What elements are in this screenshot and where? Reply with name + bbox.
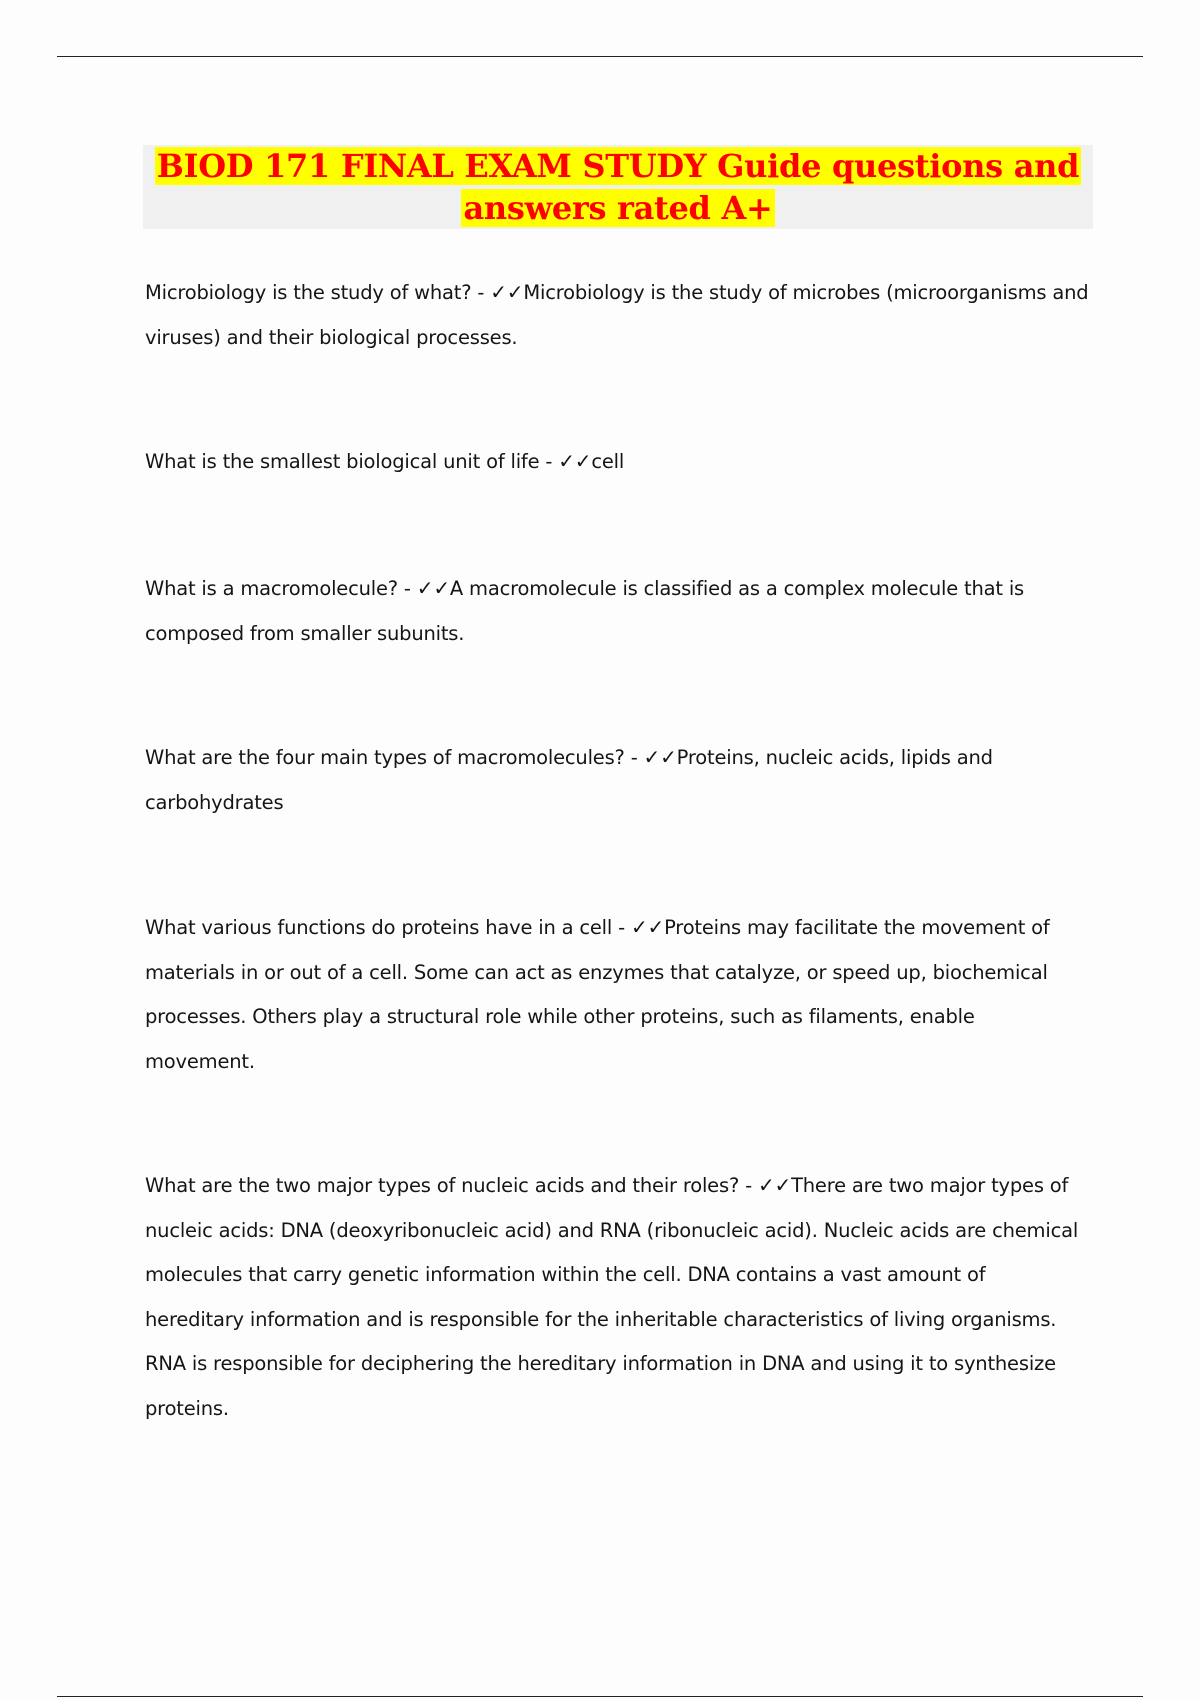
- separator: -: [612, 916, 631, 939]
- question: What is a macromolecule?: [145, 577, 398, 600]
- qa-item-6: [145, 1163, 1090, 1431]
- top-rule: [57, 56, 1143, 57]
- question: What various functions do proteins have in a cell: [145, 916, 613, 939]
- qa-item-4: [145, 735, 1090, 825]
- title-box: [143, 145, 1093, 229]
- check-icon: ✓✓: [416, 576, 450, 600]
- question: Microbiology is the study of what?: [145, 281, 472, 304]
- check-icon: ✓✓: [757, 1173, 792, 1197]
- check-icon: ✓✓: [490, 280, 524, 304]
- question: What is the smallest biological unit of life: [145, 450, 540, 473]
- answer: Microbiology is the study of microbes (microorganisms and viruses) and their biological processes.: [145, 281, 1089, 349]
- qa-item-5: [145, 905, 1090, 1084]
- qa-item-3: [145, 566, 1090, 656]
- answer: Proteins, nucleic acids, lipids and carbohydrates: [145, 746, 993, 814]
- separator: -: [539, 450, 559, 473]
- check-icon: ✓✓: [630, 915, 665, 939]
- separator: -: [397, 577, 417, 600]
- answer: Proteins may facilitate the movement of materials in or out of a cell. Some can act as enzymes that catalyze, or speed up, biochemical processes. Others play a structural role while other proteins, such as filaments, enable movement.: [145, 916, 1050, 1073]
- question: What are the two major types of nucleic acids and their roles?: [145, 1174, 740, 1197]
- check-icon: ✓✓: [558, 449, 592, 473]
- title-line-1: BIOD 171 FINAL EXAM STUDY Guide questions and: [156, 147, 1080, 185]
- answer: There are two major types of nucleic acids: DNA (deoxyribonucleic acid) and RNA (ribonucleic acid). Nucleic acids are chemical molecules that carry genetic information within the cell. DNA contains a vast amount of hereditary information and is responsible for the inheritable characteristics of living organisms. RNA is responsible for deciphering the hereditary information in DNA and using it to synthesize proteins.: [145, 1174, 1079, 1420]
- separator: -: [739, 1174, 758, 1197]
- check-icon: ✓✓: [643, 745, 677, 769]
- answer: A macromolecule is classified as a complex molecule that is composed from smaller subunits.: [145, 577, 1025, 645]
- separator: -: [471, 281, 491, 304]
- bottom-rule: [57, 1696, 1143, 1697]
- answer: cell: [591, 450, 625, 473]
- qa-item-2: [145, 439, 1090, 485]
- title-line-2: answers rated A+: [463, 189, 773, 227]
- qa-item-1: [145, 270, 1090, 360]
- question: What are the four main types of macromolecules?: [145, 746, 625, 769]
- separator: -: [624, 746, 644, 769]
